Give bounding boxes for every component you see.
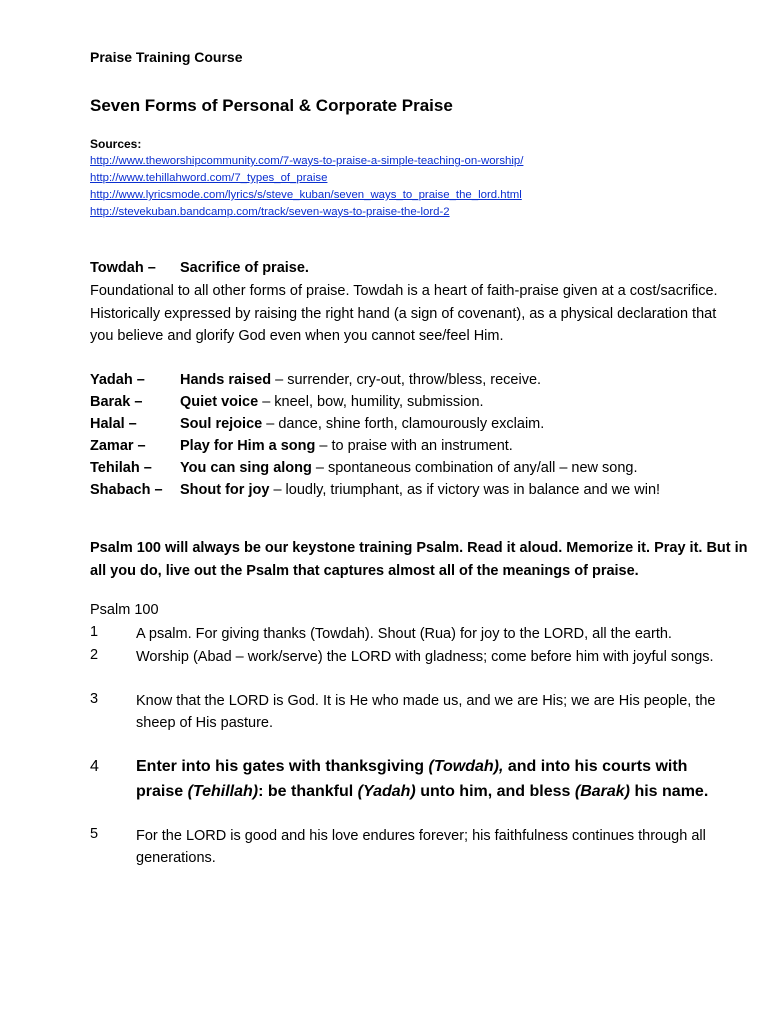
source-link[interactable]: http://www.theworshipcommunity.com/7-ways-to-praise-a-simple-teaching-on-worship/ [90, 155, 524, 167]
praise-form-tehilah [90, 457, 750, 479]
course-title: Praise Training Course [90, 49, 243, 65]
form-name: Tehilah – [90, 460, 152, 476]
praise-form-yadah [90, 369, 750, 391]
form-name: Shabach – [90, 482, 163, 498]
form-name: Barak – [90, 394, 143, 410]
praise-form-zamar [90, 435, 750, 457]
sources-label: Sources: [90, 137, 142, 151]
praise-form-shabach [90, 479, 750, 501]
towdah-title: Sacrifice of praise. [180, 260, 309, 276]
verse-text: For the LORD is good and his love endures forever; his faithfulness continues through all generations. [136, 828, 706, 866]
towdah-description: Foundational to all other forms of praise. Towdah is a heart of faith-praise given at a cost/sacrifice. Historically expressed by raising the right hand (a sign of covenant), as a physical declaration that you believe and glorify God even when you cannot see/feel Him. [90, 283, 718, 344]
praise-forms-list [90, 369, 750, 501]
praise-form-halal [90, 413, 750, 435]
source-link[interactable]: http://www.lyricsmode.com/lyrics/s/steve_kuban/seven_ways_to_praise_the_lord.html [90, 189, 522, 201]
verse-text: A psalm. For giving thanks (Towdah). Shout (Rua) for joy to the LORD, all the earth. [136, 626, 672, 642]
verse-number: 3 [90, 691, 99, 707]
form-highlight: Play for Him a song [180, 438, 316, 454]
praise-form-barak [90, 391, 750, 413]
form-description: – surrender, cry-out, throw/bless, receive. [271, 372, 542, 388]
verse-number: 1 [90, 624, 99, 640]
form-highlight: Hands raised [180, 372, 272, 388]
form-description: – loudly, triumphant, as if victory was in balance and we win! [269, 482, 661, 498]
keystone-statement: Psalm 100 will always be our keystone training Psalm. Read it aloud. Memorize it. Pray it. But in all you do, live out the Psalm that captures almost all of the meanings of praise. [90, 540, 748, 579]
towdah-heading [90, 260, 309, 276]
verse-text: Enter into his gates with thanksgiving (Towdah), and into his courts with praise (Tehillah): be thankful (Yadah) unto him, and bless (Barak) his name. [136, 758, 709, 800]
form-name: Zamar – [90, 438, 146, 454]
source-link[interactable]: http://stevekuban.bandcamp.com/track/seven-ways-to-praise-the-lord-2 [90, 206, 450, 218]
verse-text: Worship (Abad – work/serve) the LORD with gladness; come before him with joyful songs. [136, 649, 714, 665]
verse-number: 2 [90, 647, 99, 663]
source-link[interactable]: http://www.tehillahword.com/7_types_of_praise [90, 172, 328, 184]
form-description: – dance, shine forth, clamourously exclaim. [262, 416, 545, 432]
verse-number: 4 [90, 758, 99, 775]
verse-text: Know that the LORD is God. It is He who made us, and we are His; we are His people, the sheep of His pasture. [136, 693, 716, 731]
sources-list [90, 153, 523, 221]
form-highlight: Shout for joy [180, 482, 270, 498]
psalm-heading: Psalm 100 [90, 602, 159, 618]
form-name: Yadah – [90, 372, 145, 388]
form-description: – kneel, bow, humility, submission. [258, 394, 484, 410]
verse-number: 5 [90, 826, 99, 842]
form-highlight: Quiet voice [180, 394, 259, 410]
form-description: – to praise with an instrument. [315, 438, 513, 454]
document-title: Seven Forms of Personal & Corporate Praise [90, 96, 453, 115]
form-highlight: You can sing along [180, 460, 312, 476]
form-highlight: Soul rejoice [180, 416, 263, 432]
form-name: Halal – [90, 416, 137, 432]
form-description: – spontaneous combination of any/all – new song. [311, 460, 638, 476]
towdah-name: Towdah – [90, 260, 156, 276]
